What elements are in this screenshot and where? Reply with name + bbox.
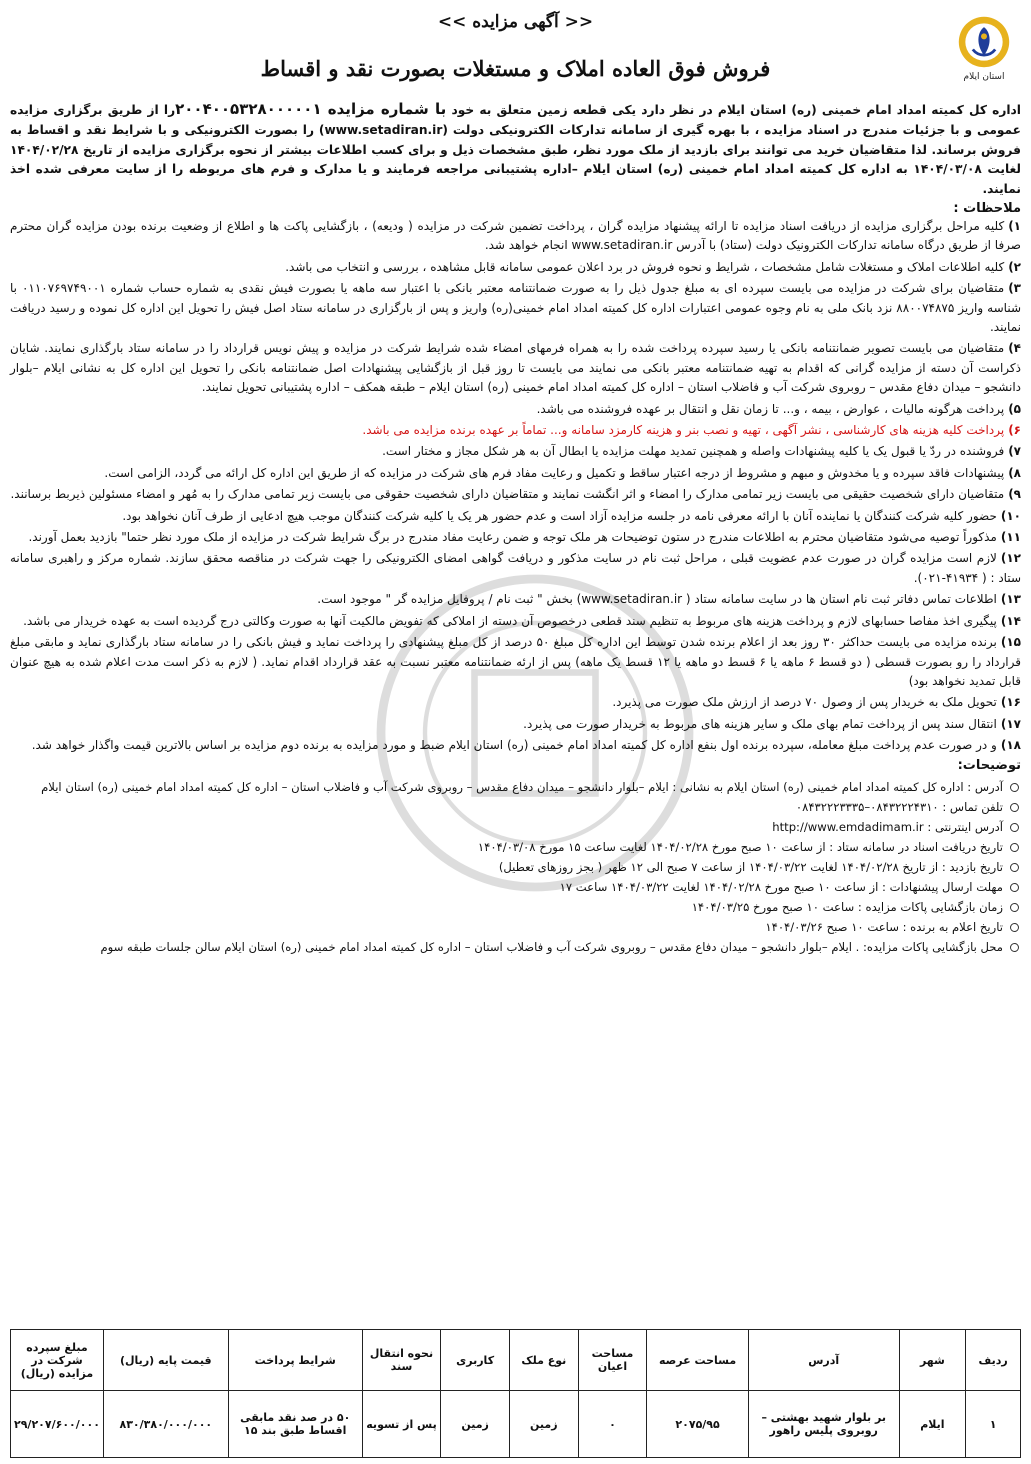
note-item: ۸)پیشنهادات فاقد سپرده و یا مخدوش و مبهم و مشروط از درجه اعتبار ساقط و تکمیل و رعایت مفاد فرم های شرکت در مزایده که از طریق این اداره کل ارائه می گردد، الزامی است. <box>104 465 1021 480</box>
explanation-item: زمان بازگشایی پاکات مزایده : ساعت ۱۰ صبح مورخ ۱۴۰۴/۰۳/۲۵ <box>10 897 1021 917</box>
explanation-item: محل بازگشایی پاکات مزایده: . ایلام –بلوار دانشجو – میدان دفاع مقدس – روبروی شرکت آب و فاضلاب استان – اداره کل کمیته امداد امام خمینی (ره) استان ایلام سالن جلسات طبقه سوم <box>10 937 1021 957</box>
cell-land-area: ۲۰۷۵/۹۵ <box>647 1391 748 1458</box>
col-address: آدرس <box>748 1330 899 1391</box>
logo-caption: استان ایلام <box>963 72 1005 82</box>
col-building-area: مساحت اعیان <box>578 1330 647 1391</box>
notice-title: فروش فوق العاده املاک و مستغلات بصورت نقد و اقساط <box>260 56 771 81</box>
auction-notice-page <box>10 8 1021 1458</box>
intro-text-part1: اداره کل کمیته امداد امام خمینی (ره) استان ایلام در نظر دارد یکی قطعه زمین متعلق به خود <box>446 103 1021 117</box>
emblem-icon <box>956 14 1012 70</box>
note-item: ۳)متقاضیان برای شرکت در مزایده می بایست سپرده ای به مبلغ جدول ذیل را به صورت ضمانتنامه معتبر بانکی با اعتبار سه ماهه یا بصورت فیش نقدی به شماره حساب شماره ۰۱۱۰۷۶۹۷۴۹۰۰۱ با شناسه واریز ۸۸۰۰۷۴۸۷۵ نزد بانک ملی به نام وجوه عمومی اعتبارات اداره کل کمیته امداد امام خمینی(ره) واریز و پس از بارگزاری در سامانه ستاد اصل فیش را تحویل این اداره کل نموده و رسید دریافت نمایند. <box>10 281 1021 335</box>
note-item: ۱۰)حضور کلیه شرکت کنندگان یا نماینده آنان با ارائه معرفی نامه در جلسه مزایده آزاد است و عدم حضور هر یک یا کلیه شرکت کنندگان موجب هیچ ادعایی از طرف آنان نخواهد بود. <box>122 508 1021 523</box>
explanation-item: تاریخ بازدید : از تاریخ ۱۴۰۴/۰۲/۲۸ لغایت ۱۴۰۴/۰۳/۲۲ از ساعت ۷ صبح الی ۱۲ ظهر ( بجز روزهای تعطیل) <box>10 857 1021 877</box>
organization-logo <box>949 14 1019 94</box>
cell-property-type: زمین <box>510 1391 579 1458</box>
cell-usage: زمین <box>441 1391 510 1458</box>
cell-city: ایلام <box>899 1391 966 1458</box>
notes-list <box>10 217 1021 756</box>
cell-base-price: ۸۳۰/۳۸۰/۰۰۰/۰۰۰ <box>103 1391 228 1458</box>
col-usage: کاربری <box>441 1330 510 1391</box>
note-item: ۴)متقاضیان می بایست تصویر ضمانتنامه بانکی یا رسید سپرده پرداخت شده را به همراه فرمهای امضاء شده شرایط شرکت در مزایده و پیش نویس قرارداد را در سامانه ستاد بارگذاری نمایند. شایان ذکراست آن دسته از مزایده گرانی که اقدام به تهیه ضمانتنامه معتبر بانکی می نمایند می بایست تا روز قبل از بازگشایی پیشنهادات اصل ضمانتنامه بانکی را تحویل این اداره کل به نشانی ایلام –بلوار دانشجو – میدان دفاع مقدس – روبروی شرکت آب و فاضلاب استان – اداره کل کمیته امداد امام خمینی (ره) استان ایلام – طبقه همکف – اداره پشتیبانی تحویل نمایند. <box>10 341 1021 395</box>
notice-header <box>10 8 1021 100</box>
note-item: ۱۷)انتقال سند پس از پرداخت تمام بهای ملک و سایر هزینه های مربوط به خریدار صورت می پذیرد. <box>523 716 1021 731</box>
col-deposit: مبلغ سپرده شرکت در مزایده (ریال) <box>11 1330 104 1391</box>
explanations-heading: توضیحات: <box>957 757 1021 773</box>
explanations-list <box>10 777 1021 957</box>
col-base-price: قیمت پایه (ریال) <box>103 1330 228 1391</box>
table-header-row <box>11 1330 1021 1391</box>
note-item: ۱۱)مذکوراً توصیه می‌شود متقاضیان محترم به اطلاعات مندرج در ستون توضیحات هر ملک توجه و ضمن رعایت مفاد مندرج در برگ شرایط شرکت در مزایده از ملک مورد نظر حتما" بازدید بعمل آورند. <box>28 530 1021 545</box>
col-land-area: مساحت عرصه <box>647 1330 748 1391</box>
note-item: ۱۲)لازم است مزایده گران در صورت عدم عضویت قبلی ، مراحل ثبت نام در سایت مذکور و دریافت گواهی امضای الکترونیکی را جهت شرکت در مناقصه محقق سازند. شماره مرکز و راهبری سامانه ستاد : ( ۴۱۹۳۴-۰۲۱). <box>10 551 1021 585</box>
circle-bullet-icon <box>1010 783 1019 792</box>
circle-bullet-icon <box>1010 803 1019 812</box>
note-item: ۵)پرداخت هرگونه مالیات ، عوارض ، بیمه ، و... تا زمان نقل و انتقال بر عهده فروشنده می باشد. <box>536 401 1021 416</box>
circle-bullet-icon <box>1010 923 1019 932</box>
explanation-item: آدرس : اداره کل کمیته امداد امام خمینی (ره) استان ایلام به نشانی : ایلام –بلوار دانشجو – میدان دفاع مقدس – روبروی شرکت آب و فاضلاب استان – اداره کل کمیته امداد امام خمینی (ره) استان ایلام <box>10 777 1021 797</box>
note-item: ۹)متقاضیان دارای شخصیت حقیقی می بایست زیر تمامی مدارک را امضاء و اثر انگشت نمایند و متقاضیان دارای شخصیت حقوقی می بایست زیر تمامی مدارک را به مُهر و امضاء مسئولین ذیربط برسانند. <box>10 487 1021 502</box>
col-city: شهر <box>899 1330 966 1391</box>
intro-paragraph <box>10 100 1021 200</box>
note-item: ۱۸)و در صورت عدم پرداخت مبلغ معامله، سپرده برنده اول بنفع اداره کل کمیته امداد امام خمینی (ره) استان ایلام ضبط و مورد مزایده به برنده دوم مزایده بر اساس بالاترین قیمت واگذار خواهد شد. <box>31 738 1021 753</box>
note-item-highlighted: ۶)پرداخت کلیه هزینه های کارشناسی ، نشر آگهی ، تهیه و نصب بنر و هزینه کارمزد سامانه و... تماماً بر عهده برنده مزایده می باشد. <box>362 423 1021 438</box>
note-item: ۱۶)تحویل ملک به خریدار پس از وصول ۷۰ درصد از ارزش ملک صورت می پذیرد. <box>612 695 1021 710</box>
explanation-item: مهلت ارسال پیشنهادات : از ساعت ۱۰ صبح مورخ ۱۴۰۴/۰۲/۲۸ لغایت ۱۴۰۴/۰۳/۲۲ ساعت ۱۷ <box>10 877 1021 897</box>
cell-transfer-method: پس از تسویه <box>362 1391 441 1458</box>
auction-number: با شماره مزایده ۲۰۰۴۰۰۵۳۲۸۰۰۰۰۰۱ <box>175 100 447 118</box>
notice-label: << آگهی مزایده >> <box>437 12 594 32</box>
circle-bullet-icon <box>1010 863 1019 872</box>
note-item: ۱)کلیه مراحل برگزاری مزایده از دریافت اسناد مزایده تا ارائه پیشنهاد مزایده گران ، پرداخت تضمین شرکت در مزایده ( ودیعه) ، بازگشایی پاکت ها و اطلاع از وضعیت برنده بودن مزایده گران محترم صرفا از طریق درگاه سامانه تدارکات الکترونیک دولت (ستاد) با آدرس www.setadiran.ir انجام خواهد شد. <box>10 218 1021 253</box>
intro-text-part2: را از طریق برگزاری مزایده عمومی و با جزئیات مندرج در اسناد مزایده ، با بهره گیری از سامانه تدارکات الکترونیکی دولت (www.setadiran.ir) را بصورت الکترونیکی و با شرایط نقد و اقساط به فروش برساند. لذا متقاضیان خرید می توانند برای بازدید از ملک مورد نظر، طبق مشخصات ذیل و برای کسب اطلاعات بیشتر از نحوه برگزاری مزایده از تاریخ ۱۴۰۴/۰۲/۲۸ لغایت ۱۴۰۴/۰۳/۰۸ به اداره کل کمیته امداد امام خمینی (ره) استان ایلام –اداره پشتیبانی مراجعه فرمایند و یا مدارک و فرم های مربوطه را از سایت معرفی شده اخذ نمایند. <box>10 103 1021 197</box>
note-item: ۲)کلیه اطلاعات املاک و مستغلات شامل مشخصات ، شرایط و نحوه فروش در برد اعلان عمومی سامانه قابل مشاهده ، بررسی و انتخاب می باشد. <box>285 259 1021 274</box>
cell-row-number: ۱ <box>966 1391 1021 1458</box>
explanation-item: آدرس اینترنتی : http://www.emdadimam.ir <box>10 817 1021 837</box>
circle-bullet-icon <box>1010 883 1019 892</box>
cell-deposit: ۲۹/۲۰۷/۶۰۰/۰۰۰ <box>11 1391 104 1458</box>
circle-bullet-icon <box>1010 943 1019 952</box>
circle-bullet-icon <box>1010 823 1019 832</box>
note-item: ۷)فروشنده در ردّ یا قبول یک یا کلیه پیشنهادات واصله و همچنین تمدید مهلت مزایده یا ابطال آن به هر شکل مجاز و مختار است. <box>382 444 1021 459</box>
col-payment-terms: شرایط پرداخت <box>228 1330 362 1391</box>
col-property-type: نوع ملک <box>510 1330 579 1391</box>
note-item: ۱۴)پیگیری اخذ مفاصا حسابهای لازم و پرداخت هزینه های مربوط به تنظیم سند قطعی درخصوص آن دسته از املاکی که تفویض مالکیت آنها به صورت وکالتی درج گردیده است به عهده خریدار می باشد. <box>23 613 1021 628</box>
cell-address: بر بلوار شهید بهشتی – روبروی پلیس راهور <box>748 1391 899 1458</box>
explanation-item: تاریخ اعلام به برنده : ساعت ۱۰ صبح ۱۴۰۴/۰۳/۲۶ <box>10 917 1021 937</box>
col-transfer-method: نحوه انتقال سند <box>362 1330 441 1391</box>
explanation-item: تلفن تماس : ۰۸۴۳۲۲۲۴۳۱۰–۰۸۴۳۲۲۲۳۳۳۵ <box>10 797 1021 817</box>
col-row-number: ردیف <box>966 1330 1021 1391</box>
cell-building-area: ۰ <box>578 1391 647 1458</box>
table-row <box>11 1391 1021 1458</box>
cell-payment-terms: ۵۰ در صد نقد مابقی اقساط طبق بند ۱۵ <box>228 1391 362 1458</box>
circle-bullet-icon <box>1010 843 1019 852</box>
circle-bullet-icon <box>1010 903 1019 912</box>
explanation-item: تاریخ دریافت اسناد در سامانه ستاد : از ساعت ۱۰ صبح مورخ ۱۴۰۴/۰۲/۲۸ لغایت ساعت ۱۵ مورخ ۱۴۰۴/۰۳/۰۸ <box>10 837 1021 857</box>
note-item: ۱۳)اطلاعات تماس دفاتر ثبت نام استان ها در سایت سامانه ستاد ( www.setadiran.ir) بخش " ثبت نام / پروفایل مزایده گر " موجود است. <box>317 592 1021 607</box>
property-table <box>10 1329 1021 1458</box>
notes-heading: ملاحظات : <box>953 200 1021 216</box>
note-item: ۱۵)برنده مزایده می بایست حداکثر ۳۰ روز بعد از اعلام برنده شدن توسط این اداره کل مبلغ ۵۰ درصد از کل مبلغ پیشنهادی را پرداخت نماید و فیش بانکی را در سامانه ستاد بارگذاری نماید و مابقی مبلغ قرارداد را رو بصورت قسطی ( دو قسط ۶ ماهه یا ۶ قسط دو ماهه یا ۱۲ قسط یک ماهه) پس از ارئه ضمانتنامه معتبر نسبت به عقد قرارداد اقدام نماید. ( لازم به ذکر است مدت اعلام شده به هیچ عنوان قابل تمدید نخواهد بود) <box>10 635 1022 688</box>
